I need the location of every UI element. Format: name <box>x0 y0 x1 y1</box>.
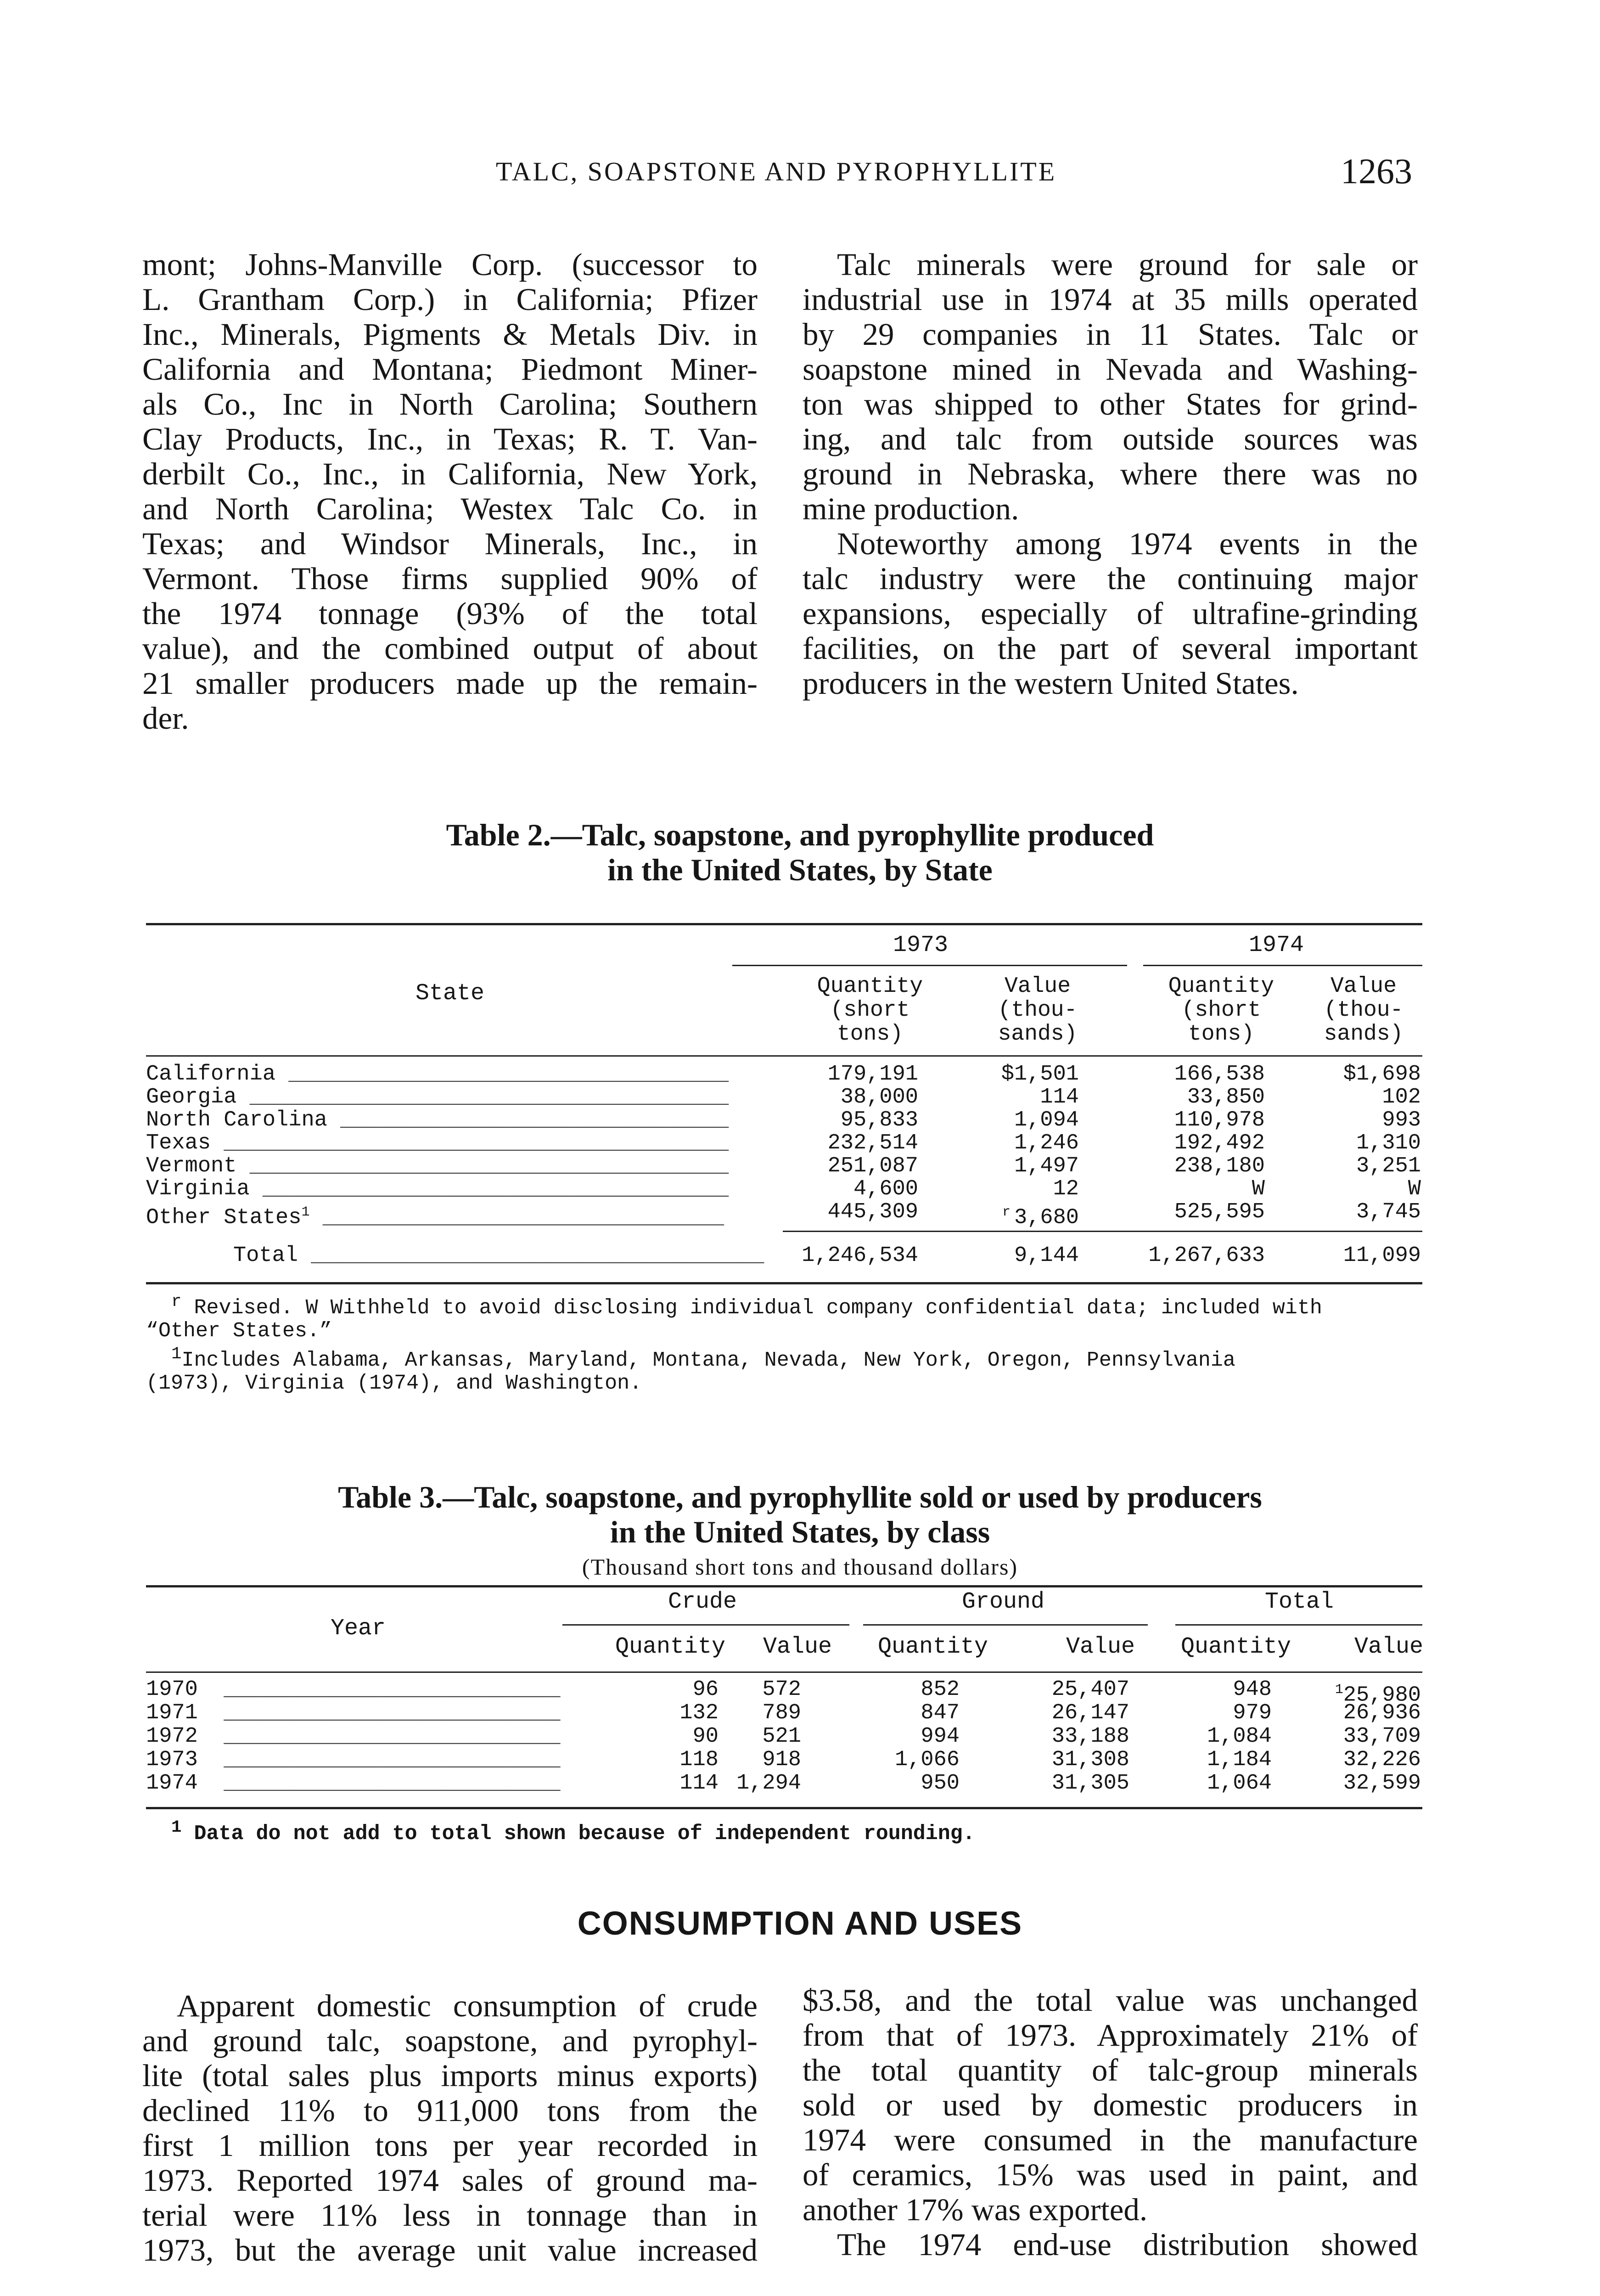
table3-gv-cell <box>1052 1725 1129 1748</box>
left-col-line: and North Carolina; Westex Talc Co. in <box>142 491 758 526</box>
table3-title-line1: Table 3.—Talc, soapstone, and pyrophyllite sold or used by producers <box>338 1480 1262 1514</box>
lower-right-p1-line: from that of 1973. Approximately 21% of <box>803 2018 1418 2053</box>
lower-right-p1-line: the total quantity of talc-group minerals <box>803 2053 1418 2088</box>
table2-year-1974: 1974 <box>1249 932 1304 958</box>
table2-quantity-header-line: (short <box>1181 998 1261 1023</box>
table2-value: 1,497 <box>1014 1154 1079 1178</box>
table2-v74-cell <box>1382 1086 1421 1109</box>
table2-value: 238,180 <box>1174 1154 1265 1178</box>
table3-gq-cell <box>921 1702 960 1725</box>
table2-value: 12 <box>1053 1177 1079 1201</box>
table3-value: 979 <box>1233 1701 1272 1725</box>
table2-value: 3,251 <box>1356 1154 1421 1178</box>
table3-year: 1972 <box>146 1724 198 1749</box>
table3-crude-rule <box>562 1624 849 1626</box>
table3-tv-cell <box>1343 1772 1421 1795</box>
left-col-line: der. <box>142 701 189 736</box>
right-col-p1-line: industrial use in 1974 at 35 mills operated <box>803 282 1418 317</box>
table2-value: 11,099 <box>1343 1244 1421 1268</box>
table2-q73-cell <box>828 1132 918 1155</box>
table3-row <box>146 1772 1422 1795</box>
lower-left-line: and ground talc, soapstone, and pyrophyl- <box>142 2023 758 2058</box>
table2-value: 232,514 <box>827 1131 918 1155</box>
left-col-line: 21 smaller producers made up the remain- <box>142 666 758 701</box>
table2-v73-cell <box>1040 1086 1079 1109</box>
table3-leader-dots: __________________________ <box>197 1724 561 1749</box>
table2-state-cell <box>146 1201 724 1230</box>
table2-bottom-rule <box>146 1282 1422 1284</box>
right-col-p1-line: mine production. <box>803 491 1019 526</box>
table2-v74-cell <box>1343 1063 1421 1086</box>
lower-left-line: terial were 11% less in tonnage than in <box>142 2198 758 2233</box>
right-col-p1-line: by 29 companies in 11 States. Talc or <box>803 317 1418 352</box>
table3-gq-cell <box>895 1749 960 1772</box>
table2-state-cell <box>233 1244 764 1267</box>
table3-value: 32,599 <box>1343 1771 1421 1795</box>
table3-total-rule <box>1175 1624 1422 1626</box>
table3-leader-dots: __________________________ <box>197 1677 561 1702</box>
right-col-p2-line: expansions, especially of ultrafine-grinding <box>803 596 1418 631</box>
table3-group-ground: Ground <box>962 1589 1045 1615</box>
table2-v74-cell <box>1408 1178 1421 1201</box>
table3-year-cell <box>146 1749 561 1772</box>
table3-value: 521 <box>762 1724 801 1749</box>
lower-left-line: first 1 million tons per year recorded in <box>142 2128 758 2163</box>
table2-value: 9,144 <box>1014 1244 1079 1268</box>
table3-group-total: Total <box>1265 1589 1334 1615</box>
table2-value: 3,680 <box>1014 1205 1079 1230</box>
lower-right-p1-line: sold or used by domestic producers in <box>803 2088 1418 2122</box>
table2-value: $1,501 <box>1001 1062 1079 1086</box>
table2-q74-cell <box>1148 1244 1265 1267</box>
table2-quantity-header-line: Quantity <box>817 974 923 999</box>
table3-crude-value-header: Value <box>763 1634 832 1660</box>
lower-right-p1-line: $3.58, and the total value was unchanged <box>803 1983 1418 2018</box>
table3-value: 25,407 <box>1051 1677 1129 1702</box>
table2-v74-cell <box>1356 1132 1421 1155</box>
table3-tq-cell <box>1207 1749 1272 1772</box>
table3-row <box>146 1749 1422 1772</box>
table2-state-cell <box>146 1109 729 1132</box>
lower-right-p1-line: another 17% was exported. <box>803 2192 1148 2227</box>
table2-v73-cell <box>1014 1132 1079 1155</box>
table2-q74-cell <box>1187 1086 1265 1109</box>
table2-quantity-header-line: tons) <box>1188 1022 1255 1047</box>
table2-state-cell <box>146 1063 729 1086</box>
table2-footnote-line2: “Other States.” <box>146 1319 332 1343</box>
table3-bottom-rule <box>146 1807 1422 1809</box>
table2-leader-dots: _______________________________ <box>309 1205 724 1230</box>
table2-v73-cell <box>1001 1063 1079 1086</box>
table3-cv-cell <box>736 1772 801 1795</box>
table2-row <box>146 1178 1422 1201</box>
table3-header-rule <box>146 1671 1422 1673</box>
left-col-line: Texas; and Windsor Minerals, Inc., in <box>142 526 758 561</box>
table2-total-rule <box>783 1231 1422 1232</box>
right-column-text <box>803 247 1418 701</box>
table2-q73-cell <box>802 1244 918 1267</box>
table2-v74-cell <box>1356 1155 1421 1178</box>
table3-ground-rule <box>863 1624 1148 1626</box>
left-col-line: California and Montana; Piedmont Miner- <box>142 352 758 387</box>
table3-value: 31,305 <box>1051 1771 1129 1795</box>
table2-v73-cell <box>1002 1201 1079 1230</box>
right-col-p2-line: talc industry were the continuing major <box>803 561 1418 596</box>
table3-total-value-header: Value <box>1354 1634 1424 1660</box>
table2-quantity-header-line: tons) <box>836 1022 904 1047</box>
table2-row <box>146 1132 1422 1155</box>
table2-value: 95,833 <box>840 1108 918 1132</box>
table2-revised-mark: r <box>1002 1204 1011 1220</box>
table2-v73-cell <box>1014 1155 1079 1178</box>
table3-footnote-mark: 1 <box>171 1818 182 1837</box>
table2-value: W <box>1252 1177 1265 1201</box>
table3-value: 1,084 <box>1207 1724 1272 1749</box>
table2-q73-cell <box>841 1086 918 1109</box>
right-col-p1-line: ground in Nebraska, where there was no <box>803 456 1418 491</box>
right-col-p1-line: ing, and talc from outside sources was <box>803 422 1418 456</box>
table3-crude-quantity-header: Quantity <box>615 1634 726 1660</box>
table3-leader-dots: __________________________ <box>197 1701 561 1725</box>
table3-value: 948 <box>1233 1677 1272 1702</box>
table2-leader-dots: _______________________________________ <box>211 1131 729 1155</box>
table3-year-cell <box>146 1702 561 1725</box>
table3-gv-cell <box>1052 1702 1129 1725</box>
table3-year-cell <box>146 1678 561 1701</box>
table3-year: 1971 <box>146 1701 198 1725</box>
table2-state-cell <box>146 1178 729 1201</box>
table3-tv-cell <box>1343 1725 1421 1748</box>
table2-quantity-header-line: (short <box>830 998 910 1023</box>
table3-year-header: Year <box>331 1615 386 1642</box>
lower-left-line: 1973, but the average unit value increased <box>142 2233 758 2268</box>
left-column-text <box>142 247 758 736</box>
table2-leader-dots: ______________________________ <box>327 1108 729 1132</box>
lower-left-line: 1973. Reported 1974 sales of ground ma- <box>142 2163 758 2198</box>
table2-row <box>146 1155 1422 1178</box>
table2-footnote-line4: (1973), Virginia (1974), and Washington. <box>146 1372 642 1395</box>
table2-state-name: Texas <box>146 1131 211 1155</box>
table2-footnotes <box>146 1290 1422 1395</box>
table3-year: 1973 <box>146 1748 198 1772</box>
table3-tq-cell <box>1207 1725 1272 1748</box>
table3-footnote-text: Data do not add to total shown because of independent rounding. <box>194 1822 975 1846</box>
table2-value: 179,191 <box>827 1062 918 1086</box>
table3-tv-cell <box>1343 1702 1421 1725</box>
table2-title <box>0 817 1600 887</box>
table2-state-cell <box>146 1155 729 1178</box>
table2-body <box>146 1062 1422 1230</box>
table2-q74-cell <box>1174 1201 1265 1224</box>
table3-value: 26,147 <box>1051 1701 1129 1725</box>
table2-footnote-ref: 1 <box>301 1204 310 1220</box>
table2-state-name: California <box>146 1062 276 1086</box>
table3-group-crude: Crude <box>668 1589 737 1615</box>
table2-q73-cell <box>828 1155 918 1178</box>
table3-value: 132 <box>679 1701 719 1725</box>
table3-body <box>146 1678 1422 1795</box>
table3-year-cell <box>146 1772 561 1795</box>
table2-value: 251,087 <box>827 1154 918 1178</box>
table2-v74-cell <box>1343 1244 1421 1267</box>
lower-left-line: Apparent domestic consumption of crude <box>177 1988 758 2023</box>
table2-value: 1,310 <box>1356 1131 1421 1155</box>
table2-value: 114 <box>1040 1085 1079 1109</box>
table2-q73-cell <box>853 1178 918 1201</box>
table3-value: 114 <box>679 1771 719 1795</box>
table3-gv-cell <box>1052 1678 1129 1701</box>
table2-leader-dots: _____________________________________ <box>236 1154 729 1178</box>
table2-v73-cell <box>1014 1244 1079 1267</box>
table2-value: W <box>1408 1177 1421 1201</box>
table3-value: 918 <box>762 1748 801 1772</box>
table2-row <box>146 1200 1422 1230</box>
left-col-line: the 1974 tonnage (93% of the total <box>142 596 758 631</box>
right-col-p2-line: producers in the western United States. <box>803 666 1299 701</box>
table2-value: 1,267,633 <box>1148 1244 1265 1268</box>
table2-value: 192,492 <box>1174 1131 1265 1155</box>
table2-value-header-line: (thou- <box>1324 998 1404 1023</box>
table2-value: 445,309 <box>827 1200 918 1224</box>
table3-value: 26,936 <box>1343 1701 1421 1725</box>
table3-total-quantity-header: Quantity <box>1181 1634 1291 1660</box>
table3-value: 31,308 <box>1051 1748 1129 1772</box>
table3-gq-cell <box>921 1678 960 1701</box>
table3-ground-value-header: Value <box>1066 1634 1135 1660</box>
table3-value: 1,184 <box>1207 1748 1272 1772</box>
table3-tq-cell <box>1233 1678 1272 1701</box>
table3-value: 1,064 <box>1207 1771 1272 1795</box>
left-col-line: mont; Johns-Manville Corp. (successor to <box>142 247 758 282</box>
table3-cv-cell <box>762 1725 801 1748</box>
table2-v74-cell <box>1356 1201 1421 1224</box>
right-col-p1-line: Talc minerals were ground for sale or <box>837 247 1418 282</box>
table2-state-name: Georgia <box>146 1085 237 1109</box>
table2-v73-cell <box>1014 1109 1079 1132</box>
table2-v73-cell <box>1053 1178 1079 1201</box>
table3-value: 1,066 <box>894 1748 960 1772</box>
table2-value: 1,094 <box>1014 1108 1079 1132</box>
left-col-line: L. Grantham Corp.) in California; Pfizer <box>142 282 758 317</box>
table2-leader-dots: ___________________________________ <box>298 1244 764 1268</box>
table3-cv-cell <box>762 1702 801 1725</box>
table3-value: 33,709 <box>1343 1724 1421 1749</box>
table2-value-header-line: sands) <box>998 1022 1078 1047</box>
lower-right-p2-line: The 1974 end-use distribution showed <box>837 2227 1418 2262</box>
table2-year-1973: 1973 <box>893 932 949 958</box>
table3-value: 118 <box>679 1748 719 1772</box>
table3-tq-cell <box>1233 1702 1272 1725</box>
table2-value: 102 <box>1382 1085 1421 1109</box>
lower-left-line: lite (total sales plus imports minus exports) <box>142 2058 758 2093</box>
table3-tq-cell <box>1207 1772 1272 1795</box>
table3-cq-cell <box>679 1772 719 1795</box>
table3-top-rule <box>146 1585 1422 1587</box>
table3-value: 96 <box>692 1677 719 1702</box>
table3-value: 90 <box>692 1724 719 1749</box>
running-head: TALC, SOAPSTONE AND PYROPHYLLITE <box>496 157 1057 186</box>
lower-right-p1-line: 1974 were consumed in the manufacture <box>803 2122 1418 2157</box>
table3-row <box>146 1702 1422 1725</box>
table2-q73-cell <box>828 1063 918 1086</box>
table2-quantity-header-1974 <box>1152 974 1290 1046</box>
table2-value-header-line: Value <box>1004 974 1071 999</box>
table3-gq-cell <box>921 1772 960 1795</box>
table2-leader-dots: ____________________________________ <box>249 1177 729 1201</box>
table3-value: 25,980 <box>1343 1683 1421 1708</box>
table3-tv-cell <box>1343 1749 1421 1772</box>
table2-q73-cell <box>841 1109 918 1132</box>
table3-leader-dots: __________________________ <box>197 1748 561 1772</box>
page-number: 1263 <box>1341 151 1412 191</box>
table3-value: 789 <box>762 1701 801 1725</box>
table2-q74-cell <box>1252 1178 1265 1201</box>
table3-cv-cell <box>762 1749 801 1772</box>
table2-state-name: Vermont <box>146 1154 237 1178</box>
table3-value: 847 <box>921 1701 960 1725</box>
right-col-p2-line: facilities, on the part of several important <box>803 631 1418 666</box>
table3-value: 1,294 <box>736 1771 801 1795</box>
table2-value: 166,538 <box>1174 1062 1265 1086</box>
table3-footnote-ref: 1 <box>1335 1682 1343 1698</box>
table3-cq-cell <box>693 1678 719 1701</box>
left-col-line: Vermont. Those firms supplied 90% of <box>142 561 758 596</box>
table3-ground-quantity-header: Quantity <box>878 1634 988 1660</box>
table2-row <box>146 1086 1422 1109</box>
table3-title <box>0 1480 1600 1584</box>
table2-1974-rule <box>1143 965 1422 966</box>
table2-top-rule <box>146 923 1422 925</box>
table3-year: 1970 <box>146 1677 198 1702</box>
table2-value-header-line: Value <box>1330 974 1397 999</box>
table2-leader-dots: _____________________________________ <box>236 1085 729 1109</box>
table2-quantity-header-1973 <box>801 974 939 1046</box>
lower-right-column-text <box>803 1983 1418 2262</box>
table2-state-name: Other States <box>146 1205 302 1230</box>
table3-row <box>146 1677 1422 1708</box>
table3-title-line2: in the United States, by class <box>610 1514 990 1549</box>
table2-1973-rule <box>732 965 1127 966</box>
table2-title-line1: Table 2.—Talc, soapstone, and pyrophyllite produced <box>446 817 1154 852</box>
table2-footnote-r-mark: r <box>171 1292 182 1311</box>
table3-cq-cell <box>679 1702 719 1725</box>
table2-leader-dots: __________________________________ <box>275 1062 729 1086</box>
table3-footnote <box>146 1816 1422 1846</box>
table2-value: 38,000 <box>840 1085 918 1109</box>
table2-value: $1,698 <box>1343 1062 1421 1086</box>
table3-leader-dots: __________________________ <box>197 1771 561 1795</box>
left-col-line: als Co., Inc in North Carolina; Southern <box>142 387 758 422</box>
table3-value: 33,188 <box>1051 1724 1129 1749</box>
table2-value-header-line: sands) <box>1324 1022 1404 1047</box>
table3-value: 572 <box>762 1677 801 1702</box>
table2-total-row <box>146 1244 1422 1267</box>
table2-footnote-1-mark: 1 <box>171 1345 182 1364</box>
lower-left-column-text <box>142 1988 758 2268</box>
left-col-line: Clay Products, Inc., in Texas; R. T. Van- <box>142 422 758 456</box>
right-col-p1-line: soapstone mined in Nevada and Washing- <box>803 352 1418 387</box>
lower-left-line: declined 11% to 911,000 tons from the <box>142 2093 758 2128</box>
table2-state-name: Total <box>233 1244 298 1268</box>
table2-q74-cell <box>1174 1063 1265 1086</box>
table2-row <box>146 1109 1422 1132</box>
table3-value: 994 <box>921 1724 960 1749</box>
table2-value: 33,850 <box>1187 1085 1265 1109</box>
table3-cq-cell <box>679 1749 719 1772</box>
table3-row <box>146 1725 1422 1749</box>
left-col-line: Inc., Minerals, Pigments & Metals Div. in <box>142 317 758 352</box>
table2-value: 525,595 <box>1174 1200 1265 1224</box>
table2-state-cell <box>146 1086 729 1109</box>
table3-year-cell <box>146 1725 561 1748</box>
lower-right-p1-line: of ceramics, 15% was used in paint, and <box>803 2157 1418 2192</box>
table2-row <box>146 1063 1422 1086</box>
table2-value: 4,600 <box>853 1177 918 1201</box>
table3-cq-cell <box>693 1725 719 1748</box>
table3-value: 950 <box>921 1771 960 1795</box>
table3-subtitle: (Thousand short tons and thousand dollars) <box>582 1554 1018 1580</box>
table3-year: 1974 <box>146 1771 198 1795</box>
table2-state-header: State <box>415 980 485 1007</box>
table2-q73-cell <box>828 1201 918 1224</box>
table2-footnote-line1: Revised. W Withheld to avoid disclosing individual company confidential data; included with <box>194 1296 1322 1320</box>
table2-header-rule <box>146 1055 1422 1057</box>
left-col-line: value), and the combined output of about <box>142 631 758 666</box>
table2-value: 1,246,534 <box>802 1244 918 1268</box>
table3-gv-cell <box>1052 1749 1129 1772</box>
table2-q74-cell <box>1174 1109 1265 1132</box>
table2-v74-cell <box>1382 1109 1421 1132</box>
table2-total-row <box>146 1244 1422 1267</box>
right-col-p1-line: ton was shipped to other States for grind- <box>803 387 1418 422</box>
table3-gv-cell <box>1052 1772 1129 1795</box>
table2-value: 1,246 <box>1014 1131 1079 1155</box>
section-heading: CONSUMPTION AND USES <box>577 1905 1023 1942</box>
table2-state-name: Virginia <box>146 1177 250 1201</box>
table2-value-header-line: (thou- <box>998 998 1078 1023</box>
table2-state-cell <box>146 1132 729 1155</box>
left-col-line: derbilt Co., Inc., in California, New York, <box>142 456 758 491</box>
table2-q74-cell <box>1174 1132 1265 1155</box>
table3-value: 852 <box>921 1677 960 1702</box>
table2-state-name: North Carolina <box>146 1108 327 1132</box>
table3-cv-cell <box>762 1678 801 1701</box>
table2-value-header-1973 <box>969 974 1106 1046</box>
table2-value: 110,978 <box>1174 1108 1265 1132</box>
table3-gq-cell <box>921 1725 960 1748</box>
table2-q74-cell <box>1174 1155 1265 1178</box>
right-col-p2-line: Noteworthy among 1974 events in the <box>837 526 1418 561</box>
table2-value-header-1974 <box>1304 974 1423 1046</box>
table2-value: 3,745 <box>1356 1200 1421 1224</box>
table2-footnote-line3: Includes Alabama, Arkansas, Maryland, Montana, Nevada, New York, Oregon, Pennsylvania <box>181 1349 1235 1372</box>
table3-value: 32,226 <box>1343 1748 1421 1772</box>
table2-value: 993 <box>1382 1108 1421 1132</box>
table2-title-line2: in the United States, by State <box>607 852 993 887</box>
table2-quantity-header-line: Quantity <box>1168 974 1274 999</box>
